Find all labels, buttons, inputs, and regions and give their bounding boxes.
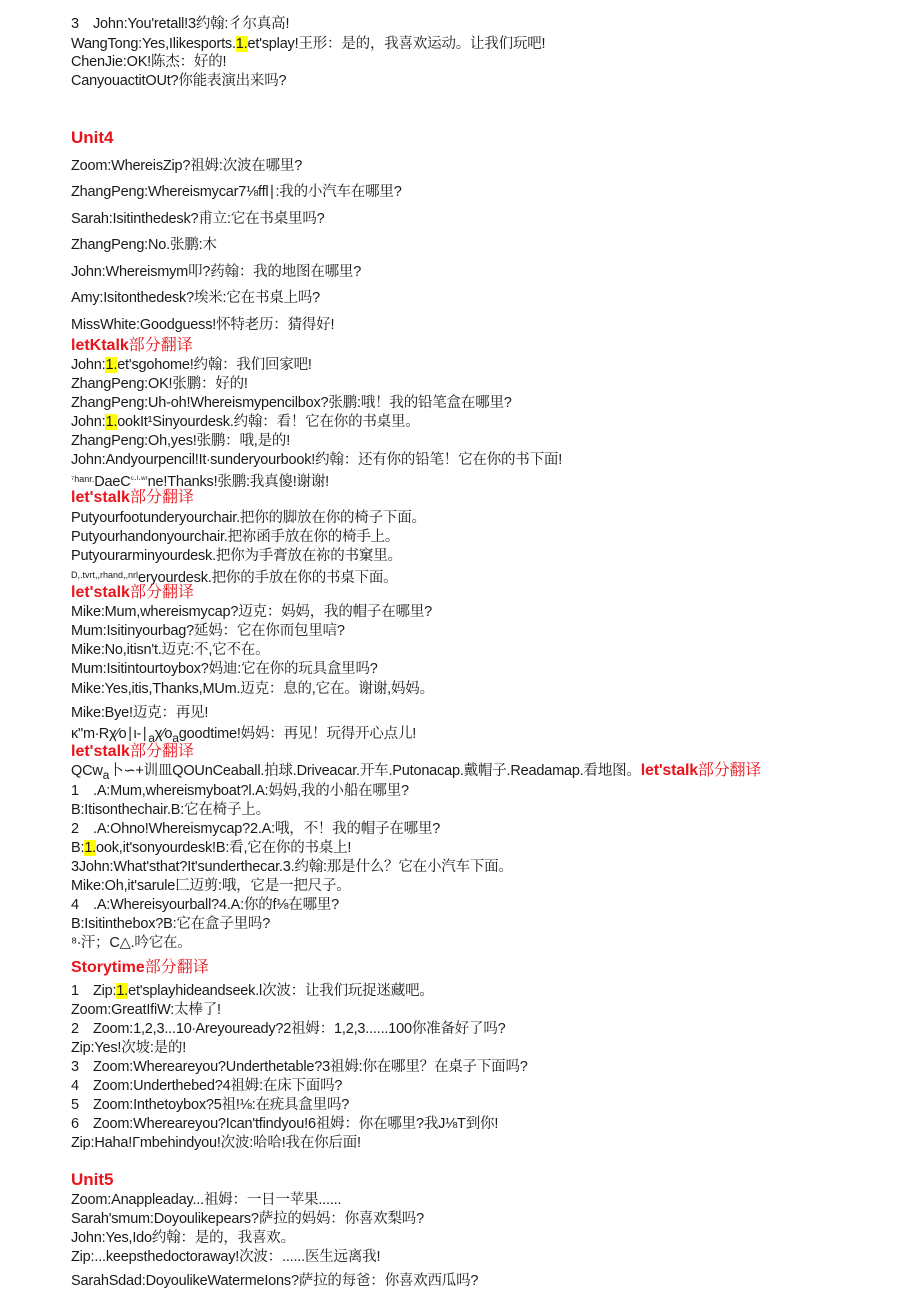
text-line: Sarah:Isitinthedesk?甫立:它在书桌里吗? bbox=[71, 211, 325, 227]
text-line: Mike:Oh,it'sarule匚迈剪:哦，它是一把尺子。 bbox=[71, 878, 351, 894]
text-line: Mike:Yes,itis,Thanks,MUm.迈克：息的,它在。谢谢,妈妈。 bbox=[71, 681, 434, 697]
text-line: Mum:Isitinyourbag?延妈：它在你而包里唁? bbox=[71, 623, 345, 639]
text-line: B:1.ook,it'sonyourdesk!B:看,它在你的书桌上! bbox=[71, 840, 352, 856]
text-line: Zip:Yes!次坡:是的! bbox=[71, 1040, 187, 1056]
section-heading: Storytime部分翻译 bbox=[71, 959, 209, 976]
text-line: 5 Zoom:Inthetoybox?5祖!⅛:在疣具盒里吗? bbox=[71, 1097, 350, 1113]
highlight: 1. bbox=[235, 36, 248, 52]
text-line: Zoom:WhereisZip?祖姆:次波在哪里? bbox=[71, 158, 303, 174]
text-line: 4 Zoom:Underthebed?4祖姆:在床下面吗? bbox=[71, 1078, 343, 1094]
text-line: ⁸∙汗；C△.吟它在。 bbox=[71, 935, 192, 951]
text-line: Mike:Mum,whereismycap?迈克：妈妈，我的帽子在哪里? bbox=[71, 604, 432, 620]
text-line: SarahSdad:DoyoulikeWatermeIons?萨拉的每爸：你喜欢西瓜吗? bbox=[71, 1273, 479, 1289]
text-line: 3 John:You'retall!3约翰:彳尔真高! bbox=[71, 16, 290, 32]
text-line: Putyourarminyourdesk.把你为手膏放在祢的书窠里。 bbox=[71, 548, 402, 564]
unit4-heading: Unit4 bbox=[71, 128, 114, 147]
text-line: ZhangPeng:Uh-oh!Whereismypencilbox?张鹏:哦！我的铅笔盒在哪里? bbox=[71, 395, 512, 411]
section-heading: let'stalk部分翻译 bbox=[71, 489, 194, 506]
text-line: $^{^7hanr.}$DaeC$^{ᶜ\cdot ˡ\cdot ʷʳ}$ne!Thanks!张鹏:我真傻!谢谢! bbox=[71, 474, 329, 490]
text-line: $\kappa"m\cdot R\chi∕o∣\iota-∣_a\chi∕o_agoodtime$!妈妈：再见！玩得开心点儿! bbox=[71, 726, 417, 745]
highlight: 1. bbox=[105, 414, 118, 430]
text-line: Zoom:GreatIfiW:太棒了! bbox=[71, 1002, 221, 1018]
text-line: 1 Zip:1.et'splayhideandseek.l次波：让我们玩捉迷藏吧。 bbox=[71, 983, 434, 999]
text-line: $^{D,.tvrt,,rhand,,nrl}$eryourdesk.把你的手放在你的书桌下面。 bbox=[71, 570, 398, 586]
text-line: 6 Zoom:Whereareyou?Ican'tfindyou!6祖姆：你在哪里?我J⅛T到你! bbox=[71, 1116, 499, 1132]
text-line: John:1.ookIt¹Sinyourdesk.约翰：看！它在你的书桌里。 bbox=[71, 414, 420, 430]
text-line: ChenJie:OK!陈杰：好的! bbox=[71, 54, 227, 70]
text-line: John:Andyourpencil!It∙sunderyourbook!约翰：还有你的铅笔！它在你的书下面! bbox=[71, 452, 563, 468]
text-line: Sarah'smum:Doyoulikepears?萨拉的妈妈：你喜欢梨吗? bbox=[71, 1211, 424, 1227]
text-line: ZhangPeng:No.张鹏:木 bbox=[71, 237, 217, 253]
text-line: Zip:Haha!Γmbehindyou!次波:哈哈!我在你后面! bbox=[71, 1135, 361, 1151]
text-line: QCw$_a$卜∽+训皿QOUnCeaball.拍球.Driveacar.开车.Putonacap.戴帽子.Readamap.看地图。let'stalk部分翻译 bbox=[71, 762, 762, 782]
unit5-heading: Unit5 bbox=[71, 1170, 114, 1189]
text-line: Putyourfootunderyourchair.把你的脚放在你的椅子下面。 bbox=[71, 510, 426, 526]
text-line: WangTong:Yes,Ilikesports.1.et'splay!王形：是的，我喜欢运动。让我们玩吧! bbox=[71, 36, 546, 52]
text-line: CanyouactitOUt?你能表演出来吗? bbox=[71, 73, 287, 89]
section-heading: let'stalk部分翻译 bbox=[71, 584, 194, 601]
text-line: MissWhite:Goodguess!怀特老历：猜得好! bbox=[71, 317, 335, 333]
text-line: B:Itisonthechair.B:它在椅子上。 bbox=[71, 802, 270, 818]
section-heading: letKtalk部分翻译 bbox=[71, 337, 193, 354]
section-heading: let'stalk部分翻译 bbox=[71, 743, 194, 760]
inline-heading: let'stalk部分翻译 bbox=[640, 762, 762, 779]
text-line: 4 .A:Whereisyourball?4.A:你的f⅛在哪里? bbox=[71, 897, 340, 913]
highlight: 1. bbox=[116, 983, 129, 999]
text-line: John:Yes,Ido约翰：是的，我喜欢。 bbox=[71, 1230, 295, 1246]
text-line: 2 Zoom:1,2,3...10∙Areyouready?2祖姆：1,2,3......100你准备好了吗? bbox=[71, 1021, 506, 1037]
text-line: ZhangPeng:Oh,yes!张鹏：哦,是的! bbox=[71, 433, 291, 449]
text-line: 1 .A:Mum,whereismyboat?l.A:妈妈,我的小船在哪里? bbox=[71, 783, 409, 799]
text-line: Zoom:Anappleaday...祖姆：一日一苹果...... bbox=[71, 1192, 342, 1208]
text-line: 3John:What'sthat?It'sunderthecar.3.约翰:那是什么？它在小汽车下面。 bbox=[71, 859, 513, 875]
text-line: Mike:No,itisn't.迈克:不,它不在。 bbox=[71, 642, 270, 658]
text-line: Putyourhandonyourchair.把祢函手放在你的椅手上。 bbox=[71, 529, 400, 545]
text-line: B:Isitinthebox?B:它在盒子里吗? bbox=[71, 916, 271, 932]
text-line: 2 .A:Ohno!Whereismycap?2.A:哦，不！我的帽子在哪里? bbox=[71, 821, 441, 837]
text-line: ZhangPeng:Whereismycar7⅛ffl∣:我的小汽车在哪里? bbox=[71, 184, 402, 200]
highlight: 1. bbox=[105, 357, 118, 373]
text-line: Mike:Bye!迈克：再见! bbox=[71, 705, 209, 721]
text-line: John:Whereismym叩?药翰：我的地图在哪里? bbox=[71, 264, 362, 280]
text-line: 3 Zoom:Whereareyou?Underthetable?3祖姆:你在哪里？在桌子下面吗? bbox=[71, 1059, 528, 1075]
text-line: ZhangPeng:OK!张鹏：好的! bbox=[71, 376, 248, 392]
text-line: Mum:Isitintourtoybox?妈迪:它在你的玩具盒里吗? bbox=[71, 661, 378, 677]
text-line: Zip:...keepsthedoctoraway!次波：......医生远离我! bbox=[71, 1249, 381, 1265]
text-line: John:1.et'sgohome!约翰：我们回家吧! bbox=[71, 357, 312, 373]
text-line: Amy:Isitonthedesk?埃米:它在书桌上吗? bbox=[71, 290, 321, 306]
highlight: 1. bbox=[84, 840, 97, 856]
